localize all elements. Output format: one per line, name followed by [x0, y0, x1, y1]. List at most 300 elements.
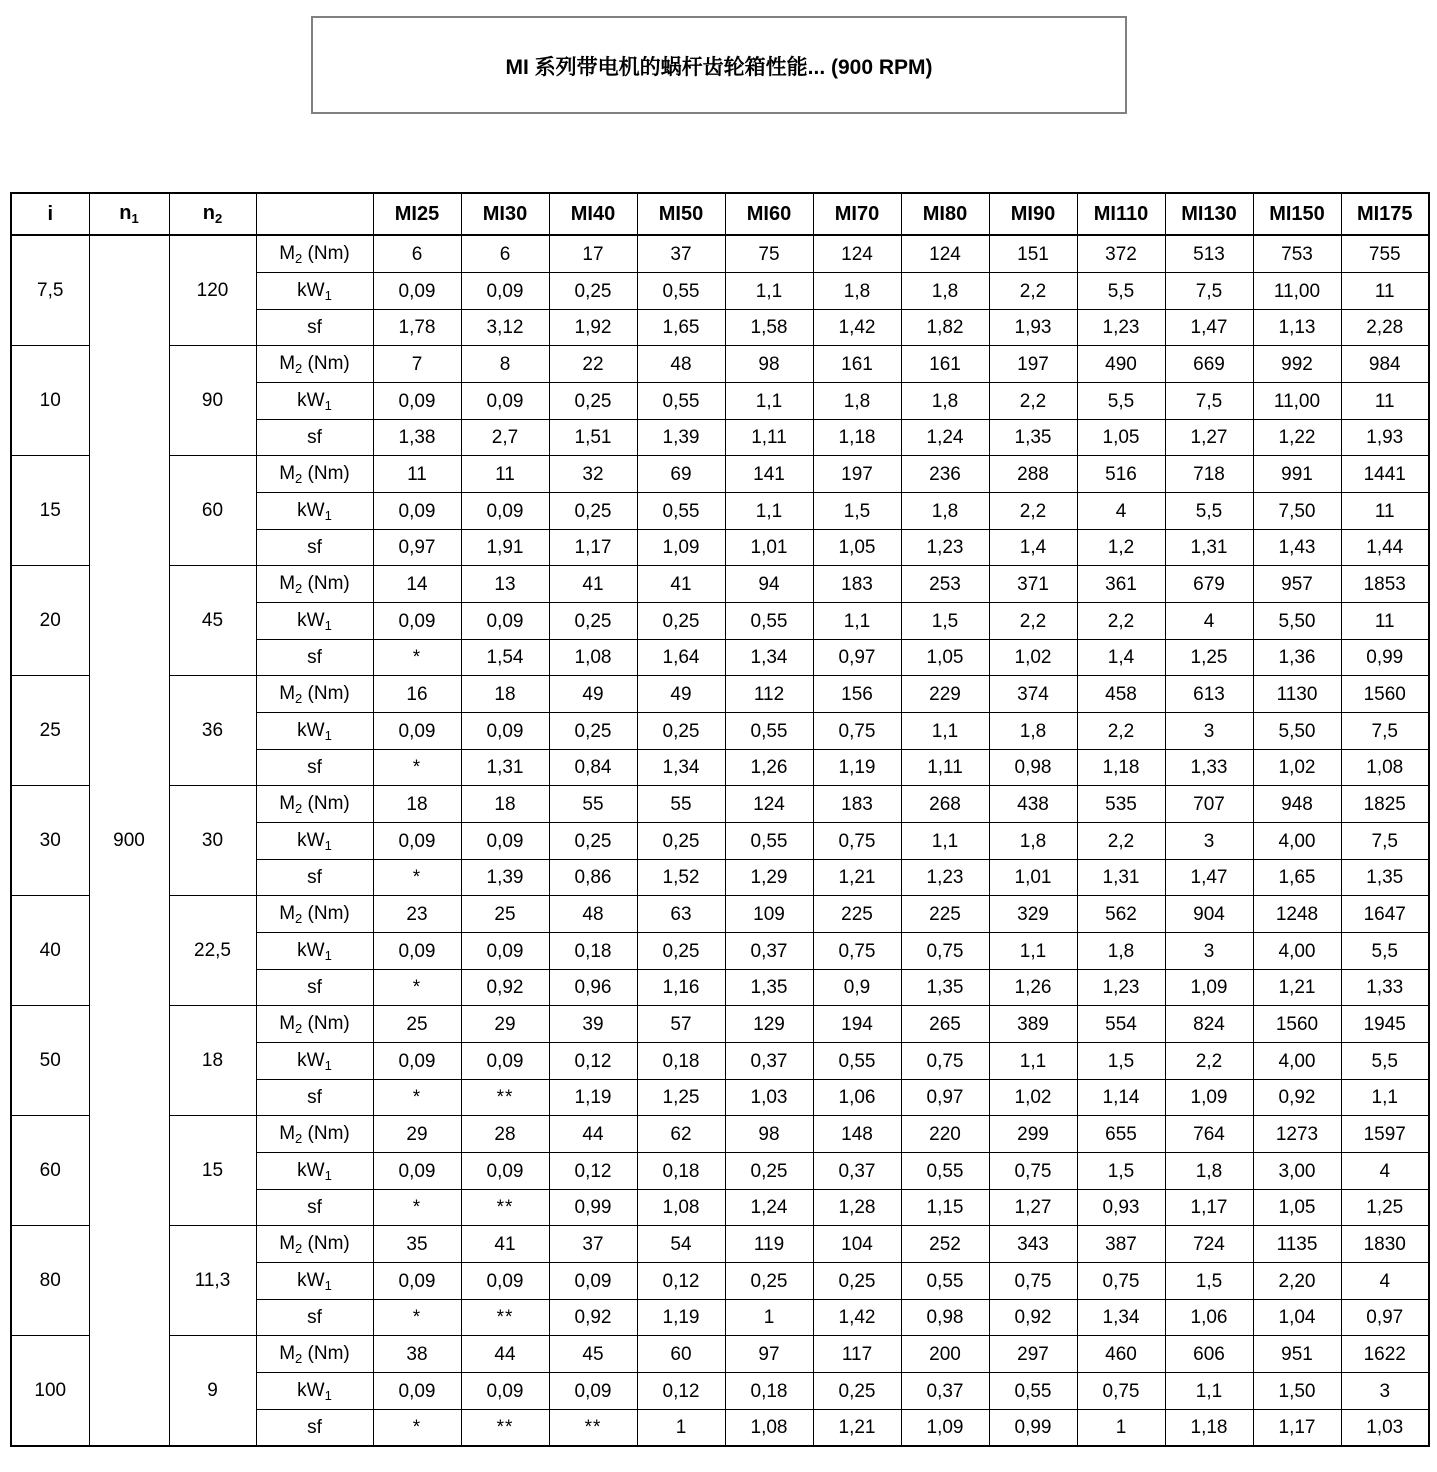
cell-value: 0,25: [813, 1263, 901, 1300]
cell-value: 1,01: [989, 860, 1077, 896]
cell-value: 0,84: [549, 750, 637, 786]
cell-output-speed: 9: [169, 1336, 256, 1447]
cell-value: 1,35: [989, 420, 1077, 456]
cell-value: 11: [373, 456, 461, 493]
cell-value: 1,1: [989, 1043, 1077, 1080]
cell-label-service-factor: sf: [256, 1410, 373, 1447]
cell-label-service-factor: sf: [256, 310, 373, 346]
cell-value: 1135: [1253, 1226, 1341, 1263]
header-n2-sub: 2: [214, 211, 223, 226]
cell-value: 124: [901, 235, 989, 273]
cell-value: 1,31: [461, 750, 549, 786]
header-metric-label: [256, 193, 373, 235]
cell-label-service-factor: sf: [256, 530, 373, 566]
cell-label-torque: $M_2$ (Nm): [256, 896, 373, 933]
cell-value: 535: [1077, 786, 1165, 823]
cell-ratio: 25: [11, 676, 89, 786]
cell-value: 0,75: [813, 823, 901, 860]
cell-value: 0,25: [637, 713, 725, 750]
cell-value: 458: [1077, 676, 1165, 713]
cell-value: 183: [813, 786, 901, 823]
cell-value: 22: [549, 346, 637, 383]
cell-value: 1,47: [1165, 860, 1253, 896]
cell-value: 200: [901, 1336, 989, 1373]
cell-value: 1,13: [1253, 310, 1341, 346]
cell-ratio: 30: [11, 786, 89, 896]
cell-value: 2,2: [1077, 713, 1165, 750]
cell-value: 1,36: [1253, 640, 1341, 676]
cell-value: 1,34: [725, 640, 813, 676]
cell-value: 0,55: [637, 273, 725, 310]
cell-value: 343: [989, 1226, 1077, 1263]
cell-value: 2,2: [989, 273, 1077, 310]
cell-value: 3,12: [461, 310, 549, 346]
cell-value: 0,18: [637, 1043, 725, 1080]
cell-value: 11: [1341, 603, 1429, 640]
cell-label-power: $kW_1$: [256, 933, 373, 970]
cell-value: 0,25: [549, 713, 637, 750]
cell-value: 516: [1077, 456, 1165, 493]
cell-value: 0,09: [461, 713, 549, 750]
cell-value: 606: [1165, 1336, 1253, 1373]
cell-value: 0,09: [461, 823, 549, 860]
cell-value: 1,4: [1077, 640, 1165, 676]
cell-value: 7: [373, 346, 461, 383]
cell-value: 1,5: [813, 493, 901, 530]
cell-value: 0,09: [373, 383, 461, 420]
cell-value: 613: [1165, 676, 1253, 713]
cell-value: 1,09: [637, 530, 725, 566]
cell-value: 197: [813, 456, 901, 493]
cell-value: 38: [373, 1336, 461, 1373]
cell-output-speed: 36: [169, 676, 256, 786]
cell-value: 371: [989, 566, 1077, 603]
cell-value: **: [461, 1410, 549, 1447]
cell-value: 1945: [1341, 1006, 1429, 1043]
cell-value: 0,25: [725, 1153, 813, 1190]
cell-value: 0,09: [461, 1043, 549, 1080]
cell-value: 562: [1077, 896, 1165, 933]
cell-value: 11: [1341, 493, 1429, 530]
cell-value: 1,31: [1165, 530, 1253, 566]
cell-value: 1,21: [1253, 970, 1341, 1006]
cell-value: 11: [461, 456, 549, 493]
cell-value: 1,42: [813, 310, 901, 346]
cell-value: 724: [1165, 1226, 1253, 1263]
cell-value: 1,4: [989, 530, 1077, 566]
cell-label-service-factor: sf: [256, 1080, 373, 1116]
cell-value: 1,22: [1253, 420, 1341, 456]
cell-value: 1,35: [901, 970, 989, 1006]
cell-value: 109: [725, 896, 813, 933]
cell-value: 1,27: [989, 1190, 1077, 1226]
cell-value: 1,1: [725, 273, 813, 310]
cell-value: *: [373, 1080, 461, 1116]
cell-value: 4: [1165, 603, 1253, 640]
cell-value: 1,33: [1341, 970, 1429, 1006]
cell-value: 1,34: [1077, 1300, 1165, 1336]
cell-value: 5,50: [1253, 713, 1341, 750]
cell-value: 11: [1341, 273, 1429, 310]
cell-value: 1,2: [1077, 530, 1165, 566]
cell-value: 1248: [1253, 896, 1341, 933]
cell-value: 1,39: [637, 420, 725, 456]
cell-value: 0,09: [373, 1153, 461, 1190]
cell-ratio: 50: [11, 1006, 89, 1116]
cell-value: 1597: [1341, 1116, 1429, 1153]
cell-value: 7,5: [1165, 383, 1253, 420]
cell-value: 6: [461, 235, 549, 273]
cell-value: 117: [813, 1336, 901, 1373]
cell-value: 1,47: [1165, 310, 1253, 346]
cell-value: 2,2: [1077, 823, 1165, 860]
cell-value: **: [549, 1410, 637, 1447]
cell-value: 0,09: [549, 1373, 637, 1410]
cell-value: 0,99: [989, 1410, 1077, 1447]
cell-value: 2,28: [1341, 310, 1429, 346]
cell-value: 1,25: [1341, 1190, 1429, 1226]
cell-value: 7,5: [1341, 823, 1429, 860]
cell-value: 1,08: [637, 1190, 725, 1226]
cell-value: 1,27: [1165, 420, 1253, 456]
cell-value: 1,19: [813, 750, 901, 786]
cell-value: 0,12: [549, 1153, 637, 1190]
cell-value: 1,26: [989, 970, 1077, 1006]
cell-value: 1,02: [1253, 750, 1341, 786]
cell-value: 1,23: [1077, 970, 1165, 1006]
cell-label-service-factor: sf: [256, 860, 373, 896]
cell-value: 0,75: [813, 933, 901, 970]
cell-value: 1,05: [1077, 420, 1165, 456]
cell-value: 1,23: [901, 860, 989, 896]
cell-value: 1,39: [461, 860, 549, 896]
cell-value: 0,09: [373, 1263, 461, 1300]
cell-label-power: $kW_1$: [256, 383, 373, 420]
cell-value: 44: [549, 1116, 637, 1153]
cell-value: 0,18: [725, 1373, 813, 1410]
cell-value: 4,00: [1253, 933, 1341, 970]
table-body: [11, 235, 1429, 1446]
cell-value: 0,55: [637, 493, 725, 530]
cell-value: 1,8: [813, 383, 901, 420]
cell-value: 0,09: [373, 933, 461, 970]
cell-value: 0,25: [637, 933, 725, 970]
cell-value: 124: [725, 786, 813, 823]
cell-value: 1,17: [1165, 1190, 1253, 1226]
cell-value: 0,09: [461, 1263, 549, 1300]
cell-value: 1,02: [989, 1080, 1077, 1116]
cell-value: 1,18: [1077, 750, 1165, 786]
cell-value: 513: [1165, 235, 1253, 273]
table-row: [11, 1006, 1429, 1043]
cell-value: 1,8: [901, 493, 989, 530]
cell-value: 1,06: [813, 1080, 901, 1116]
cell-value: 0,75: [1077, 1263, 1165, 1300]
cell-label-service-factor: sf: [256, 420, 373, 456]
cell-value: 32: [549, 456, 637, 493]
cell-ratio: 7,5: [11, 235, 89, 346]
cell-value: 253: [901, 566, 989, 603]
header-model-mi80: MI80: [901, 193, 989, 235]
cell-output-speed: 11,3: [169, 1226, 256, 1336]
table-row: [11, 676, 1429, 713]
cell-value: 3: [1341, 1373, 1429, 1410]
cell-value: 2,2: [989, 603, 1077, 640]
cell-value: 1,43: [1253, 530, 1341, 566]
header-model-mi175: MI175: [1341, 193, 1429, 235]
cell-value: 1,65: [637, 310, 725, 346]
cell-value: 252: [901, 1226, 989, 1263]
cell-value: 0,25: [813, 1373, 901, 1410]
cell-value: 3: [1165, 933, 1253, 970]
cell-value: 1,5: [1077, 1043, 1165, 1080]
cell-value: 0,92: [989, 1300, 1077, 1336]
cell-value: *: [373, 640, 461, 676]
cell-label-power: $kW_1$: [256, 1373, 373, 1410]
cell-value: 1,92: [549, 310, 637, 346]
cell-value: 1,19: [637, 1300, 725, 1336]
cell-value: 5,5: [1341, 1043, 1429, 1080]
cell-value: 229: [901, 676, 989, 713]
cell-value: 1,24: [725, 1190, 813, 1226]
cell-value: 161: [901, 346, 989, 383]
cell-value: 44: [461, 1336, 549, 1373]
cell-value: 0,55: [725, 713, 813, 750]
cell-value: 41: [461, 1226, 549, 1263]
cell-value: 220: [901, 1116, 989, 1153]
cell-value: *: [373, 750, 461, 786]
cell-value: 41: [549, 566, 637, 603]
cell-label-service-factor: sf: [256, 970, 373, 1006]
cell-value: 14: [373, 566, 461, 603]
cell-value: 0,09: [461, 493, 549, 530]
cell-value: 0,99: [1341, 640, 1429, 676]
table-row: [11, 896, 1429, 933]
cell-value: 0,55: [637, 383, 725, 420]
cell-value: 5,5: [1077, 383, 1165, 420]
cell-value: 156: [813, 676, 901, 713]
cell-value: 1,08: [549, 640, 637, 676]
cell-value: 1,52: [637, 860, 725, 896]
cell-value: 3,00: [1253, 1153, 1341, 1190]
cell-value: 1622: [1341, 1336, 1429, 1373]
cell-label-power: $kW_1$: [256, 493, 373, 530]
cell-value: 18: [461, 676, 549, 713]
cell-value: 5,5: [1165, 493, 1253, 530]
cell-value: 1,31: [1077, 860, 1165, 896]
cell-label-torque: $M_2$ (Nm): [256, 1226, 373, 1263]
cell-value: 679: [1165, 566, 1253, 603]
header-input-speed: [89, 193, 169, 235]
cell-value: 41: [637, 566, 725, 603]
cell-label-torque: $M_2$ (Nm): [256, 1116, 373, 1153]
cell-value: 288: [989, 456, 1077, 493]
cell-value: 60: [637, 1336, 725, 1373]
cell-value: 35: [373, 1226, 461, 1263]
cell-value: 0,25: [549, 823, 637, 860]
cell-label-power: $kW_1$: [256, 273, 373, 310]
cell-value: 1,23: [901, 530, 989, 566]
cell-value: 4: [1077, 493, 1165, 530]
cell-value: 0,75: [901, 1043, 989, 1080]
cell-value: 764: [1165, 1116, 1253, 1153]
cell-value: *: [373, 970, 461, 1006]
cell-value: 1,35: [1341, 860, 1429, 896]
cell-output-speed: 22,5: [169, 896, 256, 1006]
cell-value: 0,37: [901, 1373, 989, 1410]
cell-value: 1560: [1341, 676, 1429, 713]
cell-value: 0,25: [549, 273, 637, 310]
cell-value: 151: [989, 235, 1077, 273]
cell-value: 1: [725, 1300, 813, 1336]
cell-value: 1273: [1253, 1116, 1341, 1153]
cell-value: 1,01: [725, 530, 813, 566]
cell-value: 1,29: [725, 860, 813, 896]
header-n1-text: n: [119, 202, 132, 224]
cell-value: 0,09: [461, 1373, 549, 1410]
cell-value: 1,5: [901, 603, 989, 640]
cell-value: 4,00: [1253, 823, 1341, 860]
cell-value: 0,09: [461, 933, 549, 970]
cell-value: 0,97: [1341, 1300, 1429, 1336]
cell-value: 1,65: [1253, 860, 1341, 896]
cell-value: 0,25: [637, 603, 725, 640]
cell-value: 0,92: [549, 1300, 637, 1336]
cell-value: 11,00: [1253, 273, 1341, 310]
cell-value: 1,05: [1253, 1190, 1341, 1226]
cell-value: 0,12: [637, 1373, 725, 1410]
cell-value: 1,28: [813, 1190, 901, 1226]
cell-value: 1,1: [989, 933, 1077, 970]
cell-value: 0,55: [813, 1043, 901, 1080]
cell-value: 0,55: [725, 823, 813, 860]
cell-value: 1,09: [1165, 970, 1253, 1006]
cell-value: 0,98: [989, 750, 1077, 786]
cell-value: 0,86: [549, 860, 637, 896]
cell-value: 29: [373, 1116, 461, 1153]
cell-value: 0,09: [373, 823, 461, 860]
cell-value: 1,17: [1253, 1410, 1341, 1447]
cell-label-torque: $M_2$ (Nm): [256, 786, 373, 823]
cell-value: 1,64: [637, 640, 725, 676]
cell-value: 0,09: [461, 273, 549, 310]
cell-value: 1853: [1341, 566, 1429, 603]
cell-value: 0,96: [549, 970, 637, 1006]
cell-value: 0,25: [637, 823, 725, 860]
cell-label-power: $kW_1$: [256, 823, 373, 860]
cell-value: 1,8: [901, 273, 989, 310]
cell-value: 0,09: [373, 603, 461, 640]
cell-value: 0,9: [813, 970, 901, 1006]
cell-value: 1,14: [1077, 1080, 1165, 1116]
cell-value: 824: [1165, 1006, 1253, 1043]
cell-value: 1,1: [901, 713, 989, 750]
cell-value: *: [373, 860, 461, 896]
cell-value: *: [373, 1300, 461, 1336]
cell-value: 197: [989, 346, 1077, 383]
table-row: [11, 346, 1429, 383]
cell-value: 329: [989, 896, 1077, 933]
cell-output-speed: 90: [169, 346, 256, 456]
cell-value: 1,54: [461, 640, 549, 676]
cell-value: 265: [901, 1006, 989, 1043]
cell-value: 1,04: [1253, 1300, 1341, 1336]
cell-value: 0,25: [549, 493, 637, 530]
cell-label-power: $kW_1$: [256, 1153, 373, 1190]
cell-value: 5,5: [1077, 273, 1165, 310]
cell-value: 75: [725, 235, 813, 273]
cell-value: 1,26: [725, 750, 813, 786]
cell-value: 991: [1253, 456, 1341, 493]
cell-value: 1,16: [637, 970, 725, 1006]
cell-value: 4,00: [1253, 1043, 1341, 1080]
gearbox-performance-table: [10, 192, 1430, 1447]
cell-value: 0,99: [549, 1190, 637, 1226]
cell-ratio: 80: [11, 1226, 89, 1336]
cell-value: 0,18: [637, 1153, 725, 1190]
cell-value: 55: [549, 786, 637, 823]
cell-value: 957: [1253, 566, 1341, 603]
cell-value: 0,09: [373, 1373, 461, 1410]
cell-value: 97: [725, 1336, 813, 1373]
cell-value: 0,18: [549, 933, 637, 970]
cell-label-torque: $M_2$ (Nm): [256, 346, 373, 383]
cell-label-torque: $M_2$ (Nm): [256, 566, 373, 603]
cell-value: 1,25: [637, 1080, 725, 1116]
cell-value: 0,09: [461, 1153, 549, 1190]
cell-value: 1,08: [725, 1410, 813, 1447]
cell-value: **: [461, 1190, 549, 1226]
cell-value: 992: [1253, 346, 1341, 383]
header-model-mi25: MI25: [373, 193, 461, 235]
cell-value: 1,93: [989, 310, 1077, 346]
header-model-mi90: MI90: [989, 193, 1077, 235]
cell-value: 297: [989, 1336, 1077, 1373]
cell-label-service-factor: sf: [256, 750, 373, 786]
cell-value: 1,15: [901, 1190, 989, 1226]
cell-value: 25: [373, 1006, 461, 1043]
cell-value: 361: [1077, 566, 1165, 603]
header-n2-text: n: [202, 202, 215, 224]
page-title: MI 系列带电机的蜗杆齿轮箱性能... (900 RPM): [505, 56, 933, 79]
cell-value: 1,1: [813, 603, 901, 640]
cell-value: 25: [461, 896, 549, 933]
cell-value: 1,19: [549, 1080, 637, 1116]
cell-value: 161: [813, 346, 901, 383]
cell-value: 0,92: [1253, 1080, 1341, 1116]
header-model-mi110: MI110: [1077, 193, 1165, 235]
cell-ratio: 60: [11, 1116, 89, 1226]
cell-value: 23: [373, 896, 461, 933]
cell-value: 148: [813, 1116, 901, 1153]
title-banner: [311, 16, 1127, 114]
cell-value: **: [461, 1300, 549, 1336]
cell-value: 5,5: [1341, 933, 1429, 970]
cell-value: 28: [461, 1116, 549, 1153]
cell-value: 1,93: [1341, 420, 1429, 456]
cell-value: 98: [725, 1116, 813, 1153]
cell-ratio: 40: [11, 896, 89, 1006]
cell-value: 268: [901, 786, 989, 823]
cell-value: 7,50: [1253, 493, 1341, 530]
cell-value: 62: [637, 1116, 725, 1153]
cell-value: 948: [1253, 786, 1341, 823]
cell-value: 1,8: [989, 823, 1077, 860]
cell-value: 1,8: [1165, 1153, 1253, 1190]
cell-value: 753: [1253, 235, 1341, 273]
cell-value: 1,8: [1077, 933, 1165, 970]
cell-value: 1,91: [461, 530, 549, 566]
